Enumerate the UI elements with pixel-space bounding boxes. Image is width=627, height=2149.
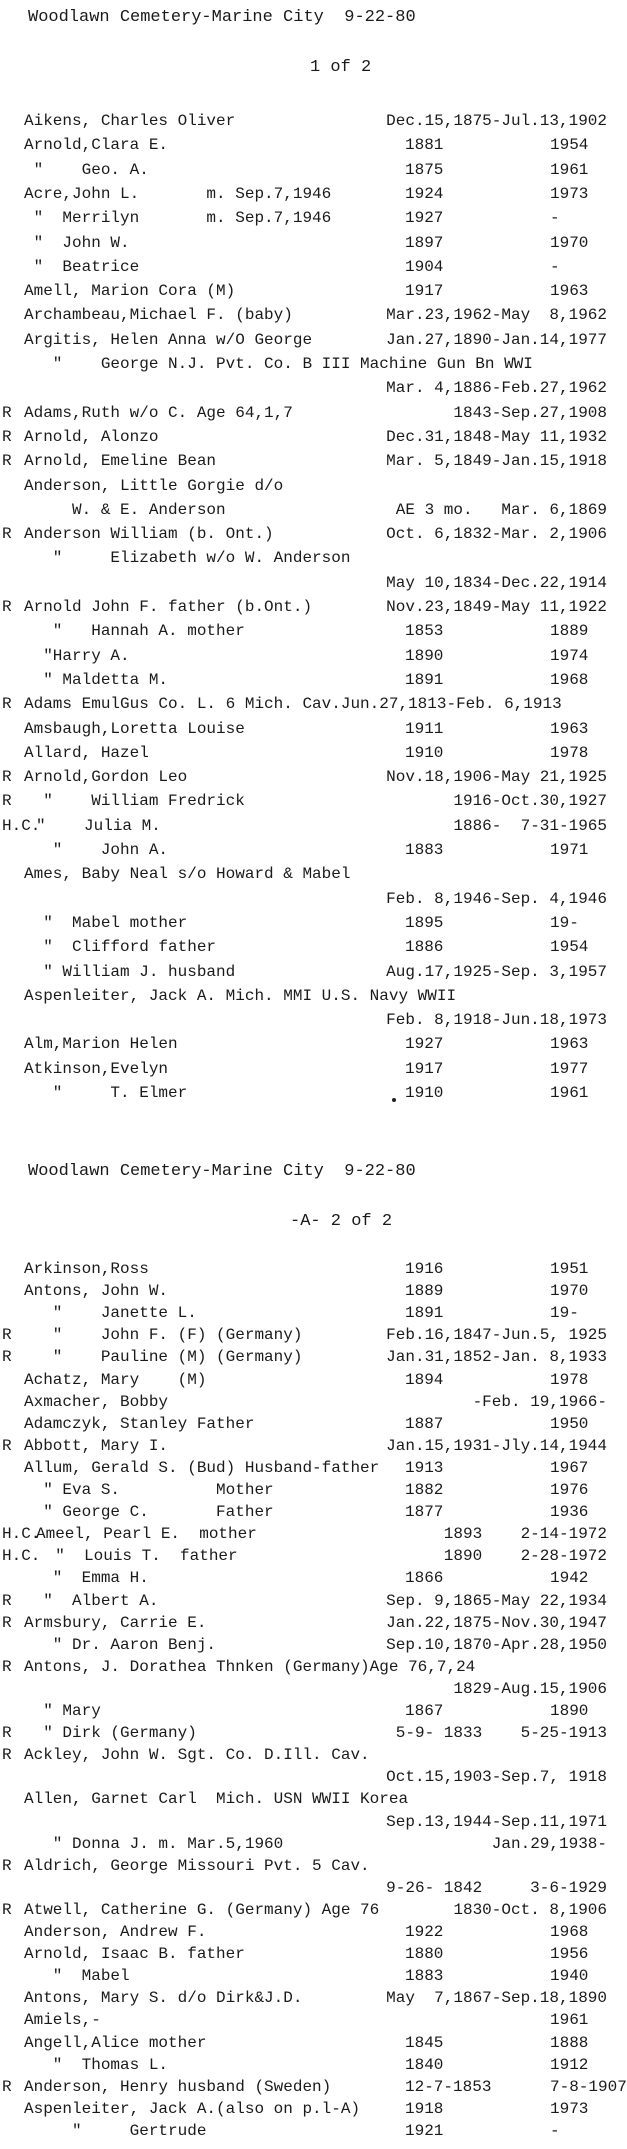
entry-row	[0, 1636, 619, 1658]
entry-name: Atwell, Catherine G. (Germany) Age 76	[24, 1900, 380, 1919]
entry-name: Armsbury, Carrie E.	[24, 1613, 207, 1632]
entry-dates: 1853	[405, 622, 444, 641]
entry-row	[0, 2077, 627, 2100]
entry-row	[0, 1547, 619, 1569]
entry-row	[0, 258, 619, 280]
entry-row	[0, 865, 619, 887]
entry-name: " Dr. Aaron Benj.	[24, 1635, 217, 1654]
entry-dates: Jan.27,1890-Jan.14,1977	[386, 330, 607, 349]
entry-row	[0, 914, 619, 936]
entry-dates: 1886- 7-31-1965	[453, 816, 607, 835]
entry-death-year: 1950	[550, 1414, 589, 1433]
record-marker: H.C.	[2, 816, 41, 835]
entry-row	[0, 2056, 619, 2078]
entry-death-year: 1961	[550, 1084, 589, 1102]
entry-row	[0, 963, 619, 985]
entry-row	[0, 1614, 619, 1636]
entry-dates: Oct.15,1903-Sep.7, 1918	[386, 1768, 607, 1787]
entry-dates: 1927	[405, 209, 444, 228]
entry-dates: 1887	[405, 1414, 444, 1433]
record-marker: H.C.	[2, 1547, 41, 1566]
entry-death-year: 1973	[550, 184, 589, 203]
entry-row	[0, 525, 619, 547]
entry-name: Adamczyk, Stanley Father	[24, 1414, 255, 1433]
entry-name: Allard, Hazel	[24, 743, 149, 762]
entry-row	[0, 1084, 619, 1106]
record-marker: R	[2, 695, 12, 714]
entry-dates: 1916	[405, 1260, 444, 1278]
entry-death-year: 1961	[550, 160, 589, 179]
entry-death-year: 1974	[550, 646, 589, 665]
entry-dates: 1882	[405, 1481, 444, 1499]
entry-name: " Janette L.	[24, 1304, 197, 1323]
entry-dates: 1867	[405, 1702, 444, 1720]
record-marker: R	[2, 452, 12, 471]
entry-death-year: 19-	[550, 1304, 579, 1323]
entry-dates: 12-7-1853	[405, 2077, 492, 2096]
entry-row	[0, 1592, 619, 1614]
entry-name: Alm,Marion Helen	[24, 1035, 178, 1054]
entry-death-year: 1978	[550, 1370, 589, 1389]
entry-row	[0, 501, 619, 523]
entry-row	[0, 1835, 619, 1857]
entry-name: Amsbaugh,Loretta Louise	[24, 719, 245, 738]
entry-name: " Mabel mother	[24, 913, 188, 932]
entry-dates: Jan.15,1931-Jly.14,1944	[386, 1436, 607, 1455]
entry-death-year: 1968	[550, 1923, 589, 1941]
entry-name: Allum, Gerald S. (Bud) Husband-father	[24, 1458, 380, 1477]
entry-dates: May 10,1834-Dec.22,1914	[386, 573, 607, 592]
entry-name: " Emma H.	[24, 1569, 149, 1588]
entry-death-year: 1936	[550, 1503, 589, 1522]
entry-dates: 1840	[405, 2055, 444, 2074]
entry-name: Ameel, Pearl E. mother	[36, 1525, 257, 1544]
entry-name: Angell,Alice mother	[24, 2033, 207, 2052]
entry-dates: 1829-Aug.15,1906	[453, 1679, 607, 1698]
entry-row	[0, 1371, 619, 1393]
entry-death-year: 1963	[550, 1035, 589, 1054]
entry-dates: 1895	[405, 913, 444, 932]
entry-dates: AE 3 mo. Mar. 6,1869	[395, 500, 607, 519]
entry-row	[0, 987, 619, 1009]
entry-death-year: 1942	[550, 1569, 589, 1588]
entry-name: " William Fredrick	[24, 792, 245, 811]
entry-name: Antons, John W.	[24, 1282, 169, 1301]
entry-name: " Geo. A.	[24, 160, 149, 179]
entry-death-year: -	[550, 2121, 560, 2140]
entry-name: Abbott, Mary I.	[24, 1436, 169, 1455]
entry-row	[0, 2034, 619, 2056]
entry-name: " Dirk (Germany)	[24, 1724, 197, 1743]
entry-name: " Elizabeth w/o W. Anderson	[24, 549, 351, 568]
entry-dates: Mar.23,1962-May 8,1962	[386, 306, 607, 325]
entry-row	[0, 1503, 619, 1525]
entry-dates: 5-9- 1833 5-25-1913	[395, 1724, 607, 1743]
entry-name: Allen, Garnet Carl Mich. USN WWII Korea	[24, 1790, 409, 1809]
entry-row	[0, 1459, 619, 1481]
entry-name: Aspenleiter, Jack A. Mich. MMI U.S. Navy WWII	[24, 986, 457, 1005]
entry-row	[0, 647, 619, 669]
entry-dates: 1883	[405, 1967, 444, 1986]
entry-name: "Harry A.	[24, 646, 130, 665]
entry-dates: Nov.18,1906-May 21,1925	[386, 768, 607, 787]
entry-dates: 1910	[405, 743, 444, 762]
entry-dates: 1913	[405, 1458, 444, 1477]
record-marker: R	[2, 1900, 12, 1919]
entry-death-year: 19-	[550, 913, 579, 932]
entry-dates: 1910	[405, 1084, 444, 1102]
entry-row	[0, 452, 619, 474]
entry-dates: 1917	[405, 282, 444, 301]
entry-dates: 1890 2-28-1972	[443, 1547, 607, 1566]
entry-name: " Gertrude	[24, 2121, 207, 2140]
entry-dates: Sep.13,1944-Sep.11,1971	[386, 1812, 607, 1831]
entry-name: " Merrilyn m. Sep.7,1946	[24, 209, 332, 228]
entry-row	[0, 1724, 619, 1746]
entry-dates: 1881	[405, 136, 444, 155]
entry-name: Adams EmulGus Co. L. 6 Mich. Cav.Jun.27,1813-Feb. 6,1913	[24, 695, 562, 714]
entry-row	[0, 768, 619, 790]
entry-death-year: 1971	[550, 841, 589, 859]
entry-death-year: 1963	[550, 719, 589, 738]
entry-dates: 1891	[405, 1304, 444, 1323]
entry-name: " Louis T. father	[36, 1547, 238, 1566]
entry-death-year: 1951	[550, 1260, 589, 1278]
entry-name: " Clifford father	[24, 938, 217, 957]
entry-row	[0, 792, 619, 814]
entry-death-year: 1912	[550, 2055, 589, 2074]
entry-row	[0, 379, 619, 401]
record-marker: R	[2, 1746, 12, 1765]
record-marker: R	[2, 2077, 12, 2096]
entry-row	[0, 1481, 619, 1503]
entry-dates: May 7,1867-Sep.18,1890	[386, 1989, 607, 2008]
entry-dates: Nov.23,1849-May 11,1922	[386, 598, 607, 616]
entry-row	[0, 1790, 619, 1812]
entry-dates: Sep. 9,1865-May 22,1934	[386, 1591, 607, 1610]
entry-name: " Mary	[24, 1702, 101, 1720]
page-2-number: -A- 2 of 2	[290, 1212, 393, 1231]
entry-row	[0, 817, 619, 839]
entry-row	[0, 1680, 619, 1702]
entry-row	[0, 1348, 619, 1370]
entry-row	[0, 1569, 619, 1591]
entry-dates: 1916-Oct.30,1927	[453, 792, 607, 811]
record-marker: R	[2, 1436, 12, 1455]
entry-dates: Feb. 8,1946-Sep. 4,1946	[386, 889, 607, 908]
entry-dates: 1894	[405, 1370, 444, 1389]
entry-dates: 1917	[405, 1059, 444, 1078]
entry-death-year: 1968	[550, 670, 589, 689]
entry-dates: 1897	[405, 233, 444, 252]
page-1-title: Woodlawn Cemetery-Marine City 9-22-80	[28, 8, 416, 27]
page-2-title: Woodlawn Cemetery-Marine City 9-22-80	[28, 1162, 416, 1181]
entry-name: " John A.	[24, 841, 169, 859]
entry-dates: 1927	[405, 1035, 444, 1054]
entry-name: Acre,John L. m. Sep.7,1946	[24, 184, 332, 203]
entry-dates: Aug.17,1925-Sep. 3,1957	[386, 962, 607, 981]
entry-row	[0, 331, 619, 353]
entry-dates: 1889	[405, 1282, 444, 1301]
entry-dates: 1880	[405, 1945, 444, 1964]
entry-name: " Pauline (M) (Germany)	[24, 1348, 303, 1367]
entry-row	[0, 112, 619, 134]
entry-row	[0, 1393, 619, 1415]
entry-row	[0, 841, 619, 863]
entry-row	[0, 1260, 619, 1282]
entry-death-year: 1961	[550, 2011, 589, 2030]
entry-row	[0, 234, 619, 256]
entry-row	[0, 671, 619, 693]
entry-row	[0, 1813, 619, 1835]
entry-death-year: -	[550, 209, 560, 228]
entry-dates: 9-26- 1842 3-6-1929	[386, 1878, 607, 1897]
entry-row	[0, 574, 619, 596]
entry-death-year: 1963	[550, 282, 589, 301]
entry-row	[0, 136, 619, 158]
entry-name: " Beatrice	[24, 257, 140, 276]
entry-dates: 1890	[405, 646, 444, 665]
entry-row	[0, 1923, 619, 1945]
entry-row	[0, 1702, 619, 1724]
entry-name: Aspenleiter, Jack A.(also on p.l-A)	[24, 2099, 361, 2118]
entry-death-year: 1954	[550, 938, 589, 957]
entry-name: Argitis, Helen Anna w/O George	[24, 330, 313, 349]
entry-row	[0, 938, 619, 960]
entry-row	[0, 1857, 619, 1879]
entry-row	[0, 2011, 619, 2033]
entry-name: Anderson, Little Gorgie d/o	[24, 476, 284, 495]
entry-dates: 1911	[405, 719, 444, 738]
entry-dates: Dec.15,1875-Jul.13,1902	[386, 112, 607, 130]
entry-row	[0, 1282, 619, 1304]
entry-name: Amiels,-	[24, 2011, 101, 2030]
entry-death-year: 1970	[550, 1282, 589, 1301]
entry-dates: 1921	[405, 2121, 444, 2140]
entry-dates: Jan.29,1938-	[491, 1834, 607, 1853]
entry-row	[0, 1011, 619, 1033]
entry-death-year: 1956	[550, 1945, 589, 1964]
entry-dates: 1883	[405, 841, 444, 859]
entry-death-year: -	[550, 257, 560, 276]
entry-dates: 1922	[405, 1923, 444, 1941]
entry-death-year: 1967	[550, 1458, 589, 1477]
entry-dates: 1845	[405, 2033, 444, 2052]
entry-row	[0, 598, 619, 620]
entry-name: Arnold John F. father (b.Ont.)	[24, 598, 313, 616]
entry-dates: 1891	[405, 670, 444, 689]
entry-death-year: 1978	[550, 743, 589, 762]
entry-row	[0, 1967, 619, 1989]
entry-name: W. & E. Anderson	[24, 500, 226, 519]
entry-row	[0, 1945, 619, 1967]
record-marker: R	[2, 1613, 12, 1632]
record-marker: R	[2, 1348, 12, 1367]
entry-row	[0, 1035, 619, 1057]
entry-dates: 1875	[405, 160, 444, 179]
record-marker: R	[2, 403, 12, 422]
record-marker: R	[2, 792, 12, 811]
entry-row	[0, 306, 619, 328]
entry-dates: Mar. 5,1849-Jan.15,1918	[386, 452, 607, 471]
record-marker: R	[2, 525, 12, 544]
entry-dates: Dec.31,1848-May 11,1932	[386, 427, 607, 446]
entry-name: " T. Elmer	[24, 1084, 188, 1102]
entry-name: Adams,Ruth w/o C. Age 64,1,7	[24, 403, 293, 422]
smudge-dot	[392, 1098, 396, 1102]
page-1-number: 1 of 2	[310, 58, 372, 77]
entry-name: Axmacher, Bobby	[24, 1392, 169, 1411]
entry-name: Anderson, Andrew F.	[24, 1923, 207, 1941]
entry-row	[0, 622, 619, 644]
entry-name: Arnold,Clara E.	[24, 136, 169, 155]
entry-row	[0, 209, 619, 231]
entry-name: " Julia M.	[36, 816, 161, 835]
entry-dates: 1866	[405, 1569, 444, 1588]
entry-name: " John W.	[24, 233, 130, 252]
entry-dates: 1830-Oct. 8,1906	[453, 1900, 607, 1919]
entry-row	[0, 720, 619, 742]
record-marker: R	[2, 768, 12, 787]
record-marker: R	[2, 598, 12, 616]
entry-dates: Mar. 4,1886-Feb.27,1962	[386, 379, 607, 398]
entry-dates: 1924	[405, 184, 444, 203]
entry-name: Achatz, Mary (M)	[24, 1370, 207, 1389]
entry-name: Arnold, Alonzo	[24, 427, 159, 446]
entry-row	[0, 161, 619, 183]
entry-row	[0, 549, 619, 571]
entry-name: Antons, J. Dorathea Thnken (Germany)Age 76,7,24	[24, 1657, 476, 1676]
record-marker: R	[2, 1657, 12, 1676]
entry-dates: Jan.31,1852-Jan. 8,1933	[386, 1348, 607, 1367]
entry-death-year: 1976	[550, 1481, 589, 1499]
entry-death-year: 1970	[550, 233, 589, 252]
entry-death-year: 1977	[550, 1059, 589, 1078]
entry-row	[0, 1658, 619, 1680]
entry-row	[0, 428, 619, 450]
record-marker: R	[2, 1591, 12, 1610]
entry-name: " John F. (F) (Germany)	[24, 1326, 303, 1345]
entry-row	[0, 890, 619, 912]
entry-name: Aikens, Charles Oliver	[24, 112, 236, 130]
entry-row	[0, 744, 619, 766]
entry-death-year: 1889	[550, 622, 589, 641]
entry-name: Arkinson,Ross	[24, 1260, 149, 1278]
entry-name: " Maldetta M.	[24, 670, 169, 689]
entry-death-year: 1954	[550, 136, 589, 155]
record-marker: R	[2, 1724, 12, 1743]
entry-row	[0, 2100, 619, 2122]
entry-name: " William J. husband	[24, 962, 236, 981]
entry-name: Archambeau,Michael F. (baby)	[24, 306, 293, 325]
entry-dates: Jan.22,1875-Nov.30,1947	[386, 1613, 607, 1632]
entry-dates: -Feb. 19,1966-	[472, 1392, 607, 1411]
entry-row	[0, 1768, 619, 1790]
entry-name: Aldrich, George Missouri Pvt. 5 Cav.	[24, 1856, 370, 1875]
entry-row	[0, 1879, 619, 1901]
record-marker: R	[2, 1856, 12, 1875]
entry-row	[0, 185, 619, 207]
entry-dates: Sep.10,1870-Apr.28,1950	[386, 1635, 607, 1654]
entry-death-year: 7-8-1907	[550, 2077, 627, 2096]
entry-row	[0, 1060, 619, 1082]
entry-row	[0, 1326, 619, 1348]
entry-row	[0, 404, 619, 426]
entry-dates: Oct. 6,1832-Mar. 2,1906	[386, 525, 607, 544]
entry-name: " Eva S. Mother	[24, 1481, 274, 1499]
entry-name: Amell, Marion Cora (M)	[24, 282, 236, 301]
entry-name: Arnold, Emeline Bean	[24, 452, 217, 471]
entry-name: " George N.J. Pvt. Co. B III Machine Gun Bn WWI	[24, 355, 533, 373]
entry-row	[0, 1901, 619, 1923]
entry-death-year: 1940	[550, 1967, 589, 1986]
entry-dates: 1918	[405, 2099, 444, 2118]
entry-name: Ames, Baby Neal s/o Howard & Mabel	[24, 865, 351, 884]
entry-name: Anderson William (b. Ont.)	[24, 525, 274, 544]
entry-row	[0, 1989, 619, 2011]
entry-row	[0, 1437, 619, 1459]
entry-name: " Thomas L.	[24, 2055, 169, 2074]
entry-row	[0, 1415, 619, 1437]
entry-dates: 1886	[405, 938, 444, 957]
entry-name: " Hannah A. mother	[24, 622, 245, 641]
entry-row	[0, 1746, 619, 1768]
entry-row	[0, 355, 619, 377]
entry-dates: 1893 2-14-1972	[443, 1525, 607, 1544]
entry-row	[0, 695, 619, 717]
entry-name: Atkinson,Evelyn	[24, 1059, 169, 1078]
entry-row	[0, 1525, 619, 1547]
entry-name: Arnold,Gordon Leo	[24, 768, 188, 787]
entry-dates: Feb.16,1847-Jun.5, 1925	[386, 1326, 607, 1345]
entry-dates: 1904	[405, 257, 444, 276]
entry-dates: Feb. 8,1918-Jun.18,1973	[386, 1011, 607, 1030]
entry-name: " George C. Father	[24, 1503, 274, 1522]
record-marker: H.C.	[2, 1525, 41, 1544]
entry-name: Ackley, John W. Sgt. Co. D.Ill. Cav.	[24, 1746, 370, 1765]
record-marker: R	[2, 1326, 12, 1345]
entry-row	[0, 282, 619, 304]
entry-name: Arnold, Isaac B. father	[24, 1945, 245, 1964]
entry-row	[0, 477, 619, 499]
entry-row	[0, 1304, 619, 1326]
page-2	[0, 1160, 627, 2149]
entry-row	[0, 2122, 619, 2144]
entry-name: " Mabel	[24, 1967, 130, 1986]
entry-name: " Albert A.	[24, 1591, 159, 1610]
entry-name: Antons, Mary S. d/o Dirk&J.D.	[24, 1989, 303, 2008]
entry-death-year: 1973	[550, 2099, 589, 2118]
entry-death-year: 1890	[550, 1702, 589, 1720]
entry-dates: 1843-Sep.27,1908	[453, 403, 607, 422]
entry-name: Anderson, Henry husband (Sweden)	[24, 2077, 332, 2096]
record-marker: R	[2, 427, 12, 446]
entry-name: " Donna J. m. Mar.5,1960	[24, 1834, 284, 1853]
entry-dates: 1877	[405, 1503, 444, 1522]
entry-death-year: 1888	[550, 2033, 589, 2052]
